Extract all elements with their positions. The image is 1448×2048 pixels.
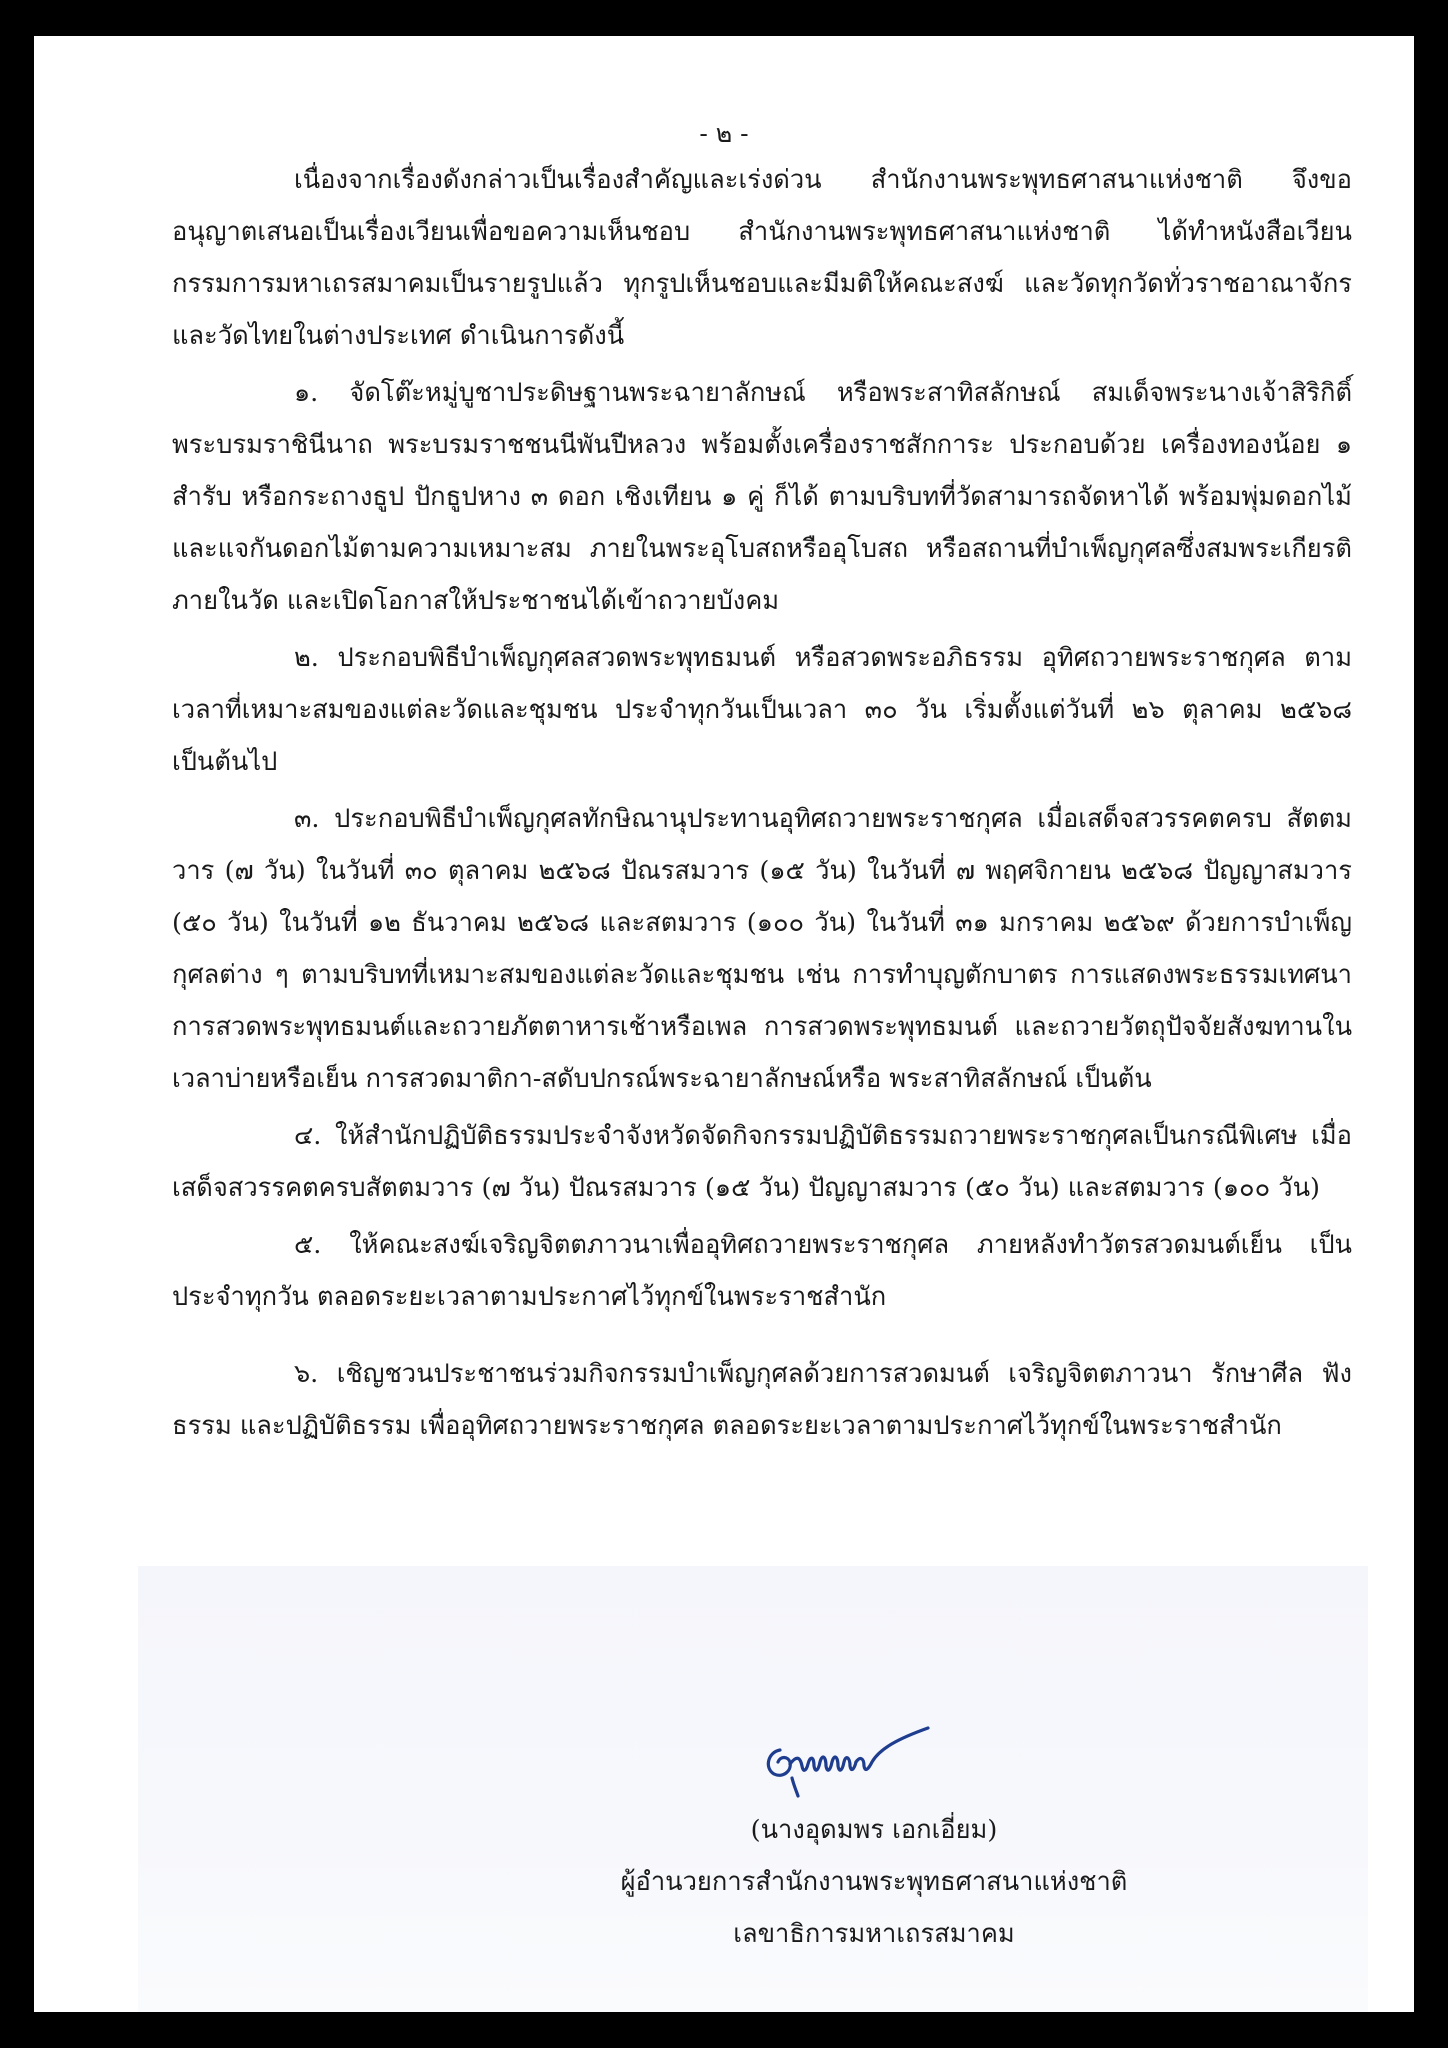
document-page	[34, 36, 1414, 2012]
item-1-paragraph: ๑. จัดโต๊ะหมู่บูชาประดิษฐานพระฉายาลักษณ์ หรือพระสาทิสลักษณ์ สมเด็จพระนางเจ้าสิริกิติ์ พระบรมราชินีนาถ พระบรมราชชนนีพันปีหลวง พร้อมตั้งเครื่องราชสักการะ ประกอบด้วย เครื่องทองน้อย ๑ สำรับ หรือกระถางธูป ปักธูปหาง ๓ ดอก เชิงเทียน ๑ คู่ ก็ได้ ตามบริบทที่วัดสามารถจัดหาได้ พร้อมพุ่มดอกไม้และแจกันดอกไม้ตามความเหมาะสม ภายในพระอุโบสถหรืออุโบสถ หรือสถานที่บำเพ็ญกุศลซึ่งสมพระเกียรติภายในวัด และเปิดโอกาสให้ประชาชนได้เข้าถวายบังคม	[172, 378, 1352, 616]
signatory-name: (นางอุดมพร เอกเอี่ยม)	[750, 1815, 998, 1845]
intro-paragraph: เนื่องจากเรื่องดังกล่าวเป็นเรื่องสำคัญและเร่งด่วน สำนักงานพระพุทธศาสนาแห่งชาติ จึงขออนุญาตเสนอเป็นเรื่องเวียนเพื่อขอความเห็นชอบ สำนักงานพระพุทธศาสนาแห่งชาติ ได้ทำหนังสือเวียนกรรมการมหาเถรสมาคมเป็นรายรูปแล้ว ทุกรูปเห็นชอบและมีมติให้คณะสงฆ์ และวัดทุกวัดทั่วราชอาณาจักร และวัดไทยในต่างประเทศ ดำเนินการดังนี้	[172, 165, 1352, 351]
signatory-position: ผู้อำนวยการสำนักงานพระพุทธศาสนาแห่งชาติ	[620, 1867, 1128, 1897]
item-4-paragraph: ๔. ให้สำนักปฏิบัติธรรมประจำจังหวัดจัดกิจกรรมปฏิบัติธรรมถวายพระราชกุศลเป็นกรณีพิเศษ เมื่อเสด็จสวรรคตครบสัตตมวาร (๗ วัน) ปัณรสมวาร (๑๕ วัน) ปัญญาสมวาร (๕๐ วัน) และสตมวาร (๑๐๐ วัน)	[172, 1121, 1352, 1203]
item-6-paragraph: ๖. เชิญชวนประชาชนร่วมกิจกรรมบำเพ็ญกุศลด้วยการสวดมนต์ เจริญจิตตภาวนา รักษาศีล ฟังธรรม และปฏิบัติธรรม เพื่ออุทิศถวายพระราชกุศล ตลอดระยะเวลาตามประกาศไว้ทุกข์ในพระราชสำนัก	[172, 1359, 1352, 1441]
document-body	[172, 154, 1352, 1457]
page-number: - ๒ -	[699, 119, 749, 148]
item-5-paragraph: ๕. ให้คณะสงฆ์เจริญจิตตภาวนาเพื่ออุทิศถวายพระราชกุศล ภายหลังทำวัตรสวดมนต์เย็น เป็นประจำทุกวัน ตลอดระยะเวลาตามประกาศไว้ทุกข์ในพระราชสำนัก	[172, 1230, 1352, 1312]
item-2-paragraph: ๒. ประกอบพิธีบำเพ็ญกุศลสวดพระพุทธมนต์ หรือสวดพระอภิธรรม อุทิศถวายพระราชกุศล ตามเวลาที่เหมาะสมของแต่ละวัดและชุมชน ประจำทุกวันเป็นเวลา ๓๐ วัน เริ่มตั้งแต่วันที่ ๒๖ ตุลาคม ๒๕๖๘ เป็นต้นไป	[172, 643, 1352, 777]
signature-block	[594, 1804, 1154, 1960]
item-3-paragraph: ๓. ประกอบพิธีบำเพ็ญกุศลทักษิณานุประทานอุทิศถวายพระราชกุศล เมื่อเสด็จสวรรคตครบ สัตตมวาร (๗ วัน) ในวันที่ ๓๐ ตุลาคม ๒๕๖๘ ปัณรสมวาร (๑๕ วัน) ในวันที่ ๗ พฤศจิกายน ๒๕๖๘ ปัญญาสมวาร (๕๐ วัน) ในวันที่ ๑๒ ธันวาคม ๒๕๖๘ และสตมวาร (๑๐๐ วัน) ในวันที่ ๓๑ มกราคม ๒๕๖๙ ด้วยการบำเพ็ญกุศลต่าง ๆ ตามบริบทที่เหมาะสมของแต่ละวัดและชุมชน เช่น การทำบุญตักบาตร การแสดงพระธรรมเทศนา การสวดพระพุทธมนต์และถวายภัตตาหารเช้าหรือเพล การสวดพระพุทธมนต์ และถวายวัตถุปัจจัยสังฆทานในเวลาบ่ายหรือเย็น การสวดมาติกา-สดับปกรณ์พระฉายาลักษณ์หรือ พระสาทิสลักษณ์ เป็นต้น	[172, 804, 1352, 1094]
handwritten-signature	[750, 1716, 940, 1806]
signatory-title: เลขาธิการมหาเถรสมาคม	[733, 1919, 1015, 1949]
